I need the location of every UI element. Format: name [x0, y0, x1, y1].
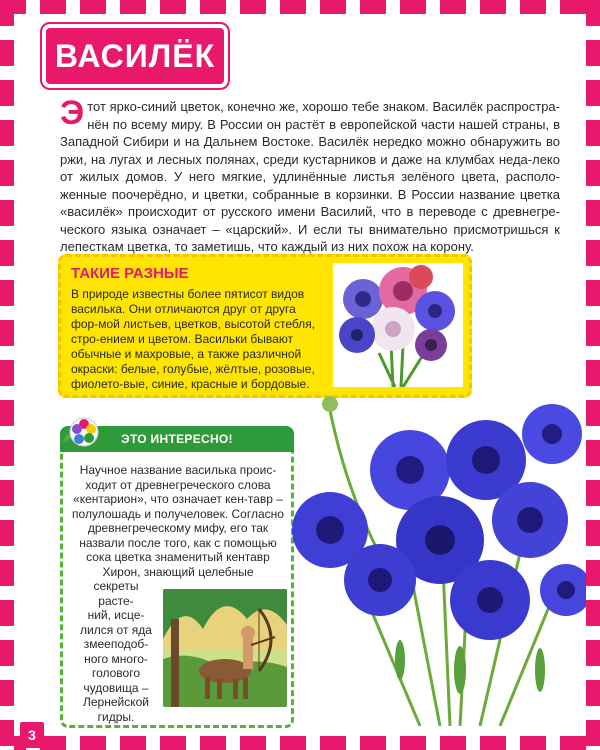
bouquet-photo — [333, 263, 463, 387]
border-top — [0, 0, 600, 14]
intro-paragraph — [60, 94, 560, 256]
cornflowers-photo — [290, 390, 586, 726]
page-number: 3 — [20, 722, 44, 748]
tail-line: гидры. — [97, 709, 135, 724]
interesting-text-top: Научное название василька проис-ходит от древнегреческого слова «кентарион», что означает кен-тавр – полулошадь и получеловек. Согласно древнегреческому мифу, его так назвали после того, как с помощью сока цветка знаменитый кентавр Хирон, знающий целебные — [72, 463, 284, 579]
intro-text: тот ярко-синий цветок, конечно же, хорошо тебе знаком. Василёк распростра-нён по всему миру. В России он растёт в европейской части нашей страны, в Западной Сибири и на Дальнем Востоке. Василёк нередко можно обнаружить во ржи, на лугах и лесных полянах, среди кустарников и даже на клумбах неда-леко от жилых домов. У него мягкие, удлинённые листья зелёного цвета, располо-женные поочерёдно, и цветки, собранные в корзинки. В России название цветка «василёк» происходит от русского имени Василий, что в переводе с древнегре-ческого языка означает – «царский». И если ты внимательно присмотришься к лепесткам цветка, то заметишь, что каждый из них похож на корону. — [60, 99, 560, 254]
border-right — [586, 0, 600, 750]
tail-line: лился от яда — [80, 622, 152, 637]
varieties-box — [58, 254, 472, 398]
interesting-heading: ЭТО ИНТЕРЕСНО! — [121, 432, 233, 446]
tail-line: ного много- — [84, 651, 148, 666]
tail-line: Лернейской — [83, 695, 149, 709]
interesting-text-tail — [69, 579, 163, 724]
tail-line: расте- — [98, 593, 134, 608]
centaur-illustration — [163, 589, 287, 707]
varieties-heading: ТАКИЕ РАЗНЫЕ — [71, 265, 189, 282]
dropcap: Э — [60, 94, 85, 132]
page-title: ВАСИЛЁК — [54, 37, 216, 74]
tail-line: змееподоб- — [83, 637, 149, 651]
tail-line: ний, исце- — [87, 608, 145, 622]
tail-line: голового — [91, 666, 141, 680]
page-title-banner — [46, 28, 224, 84]
interesting-box — [60, 426, 294, 728]
tail-line: чудовища – — [83, 680, 149, 695]
flower-ball-icon — [58, 412, 102, 456]
border-bottom — [0, 736, 600, 750]
varieties-text: В природе известны более пятисот видов василька. Они отличаются друг от друга фор-мой листьев, цветков, высотой стебля, стро-ением и цветом. Васильки бывают обычные и махровые, а также различной окраски: белые, голубые, жёлтые, розовые, фиолето-вые, синие, красные и бордовые. — [71, 287, 316, 391]
tail-line: секреты — [93, 579, 139, 593]
border-left — [0, 0, 14, 750]
